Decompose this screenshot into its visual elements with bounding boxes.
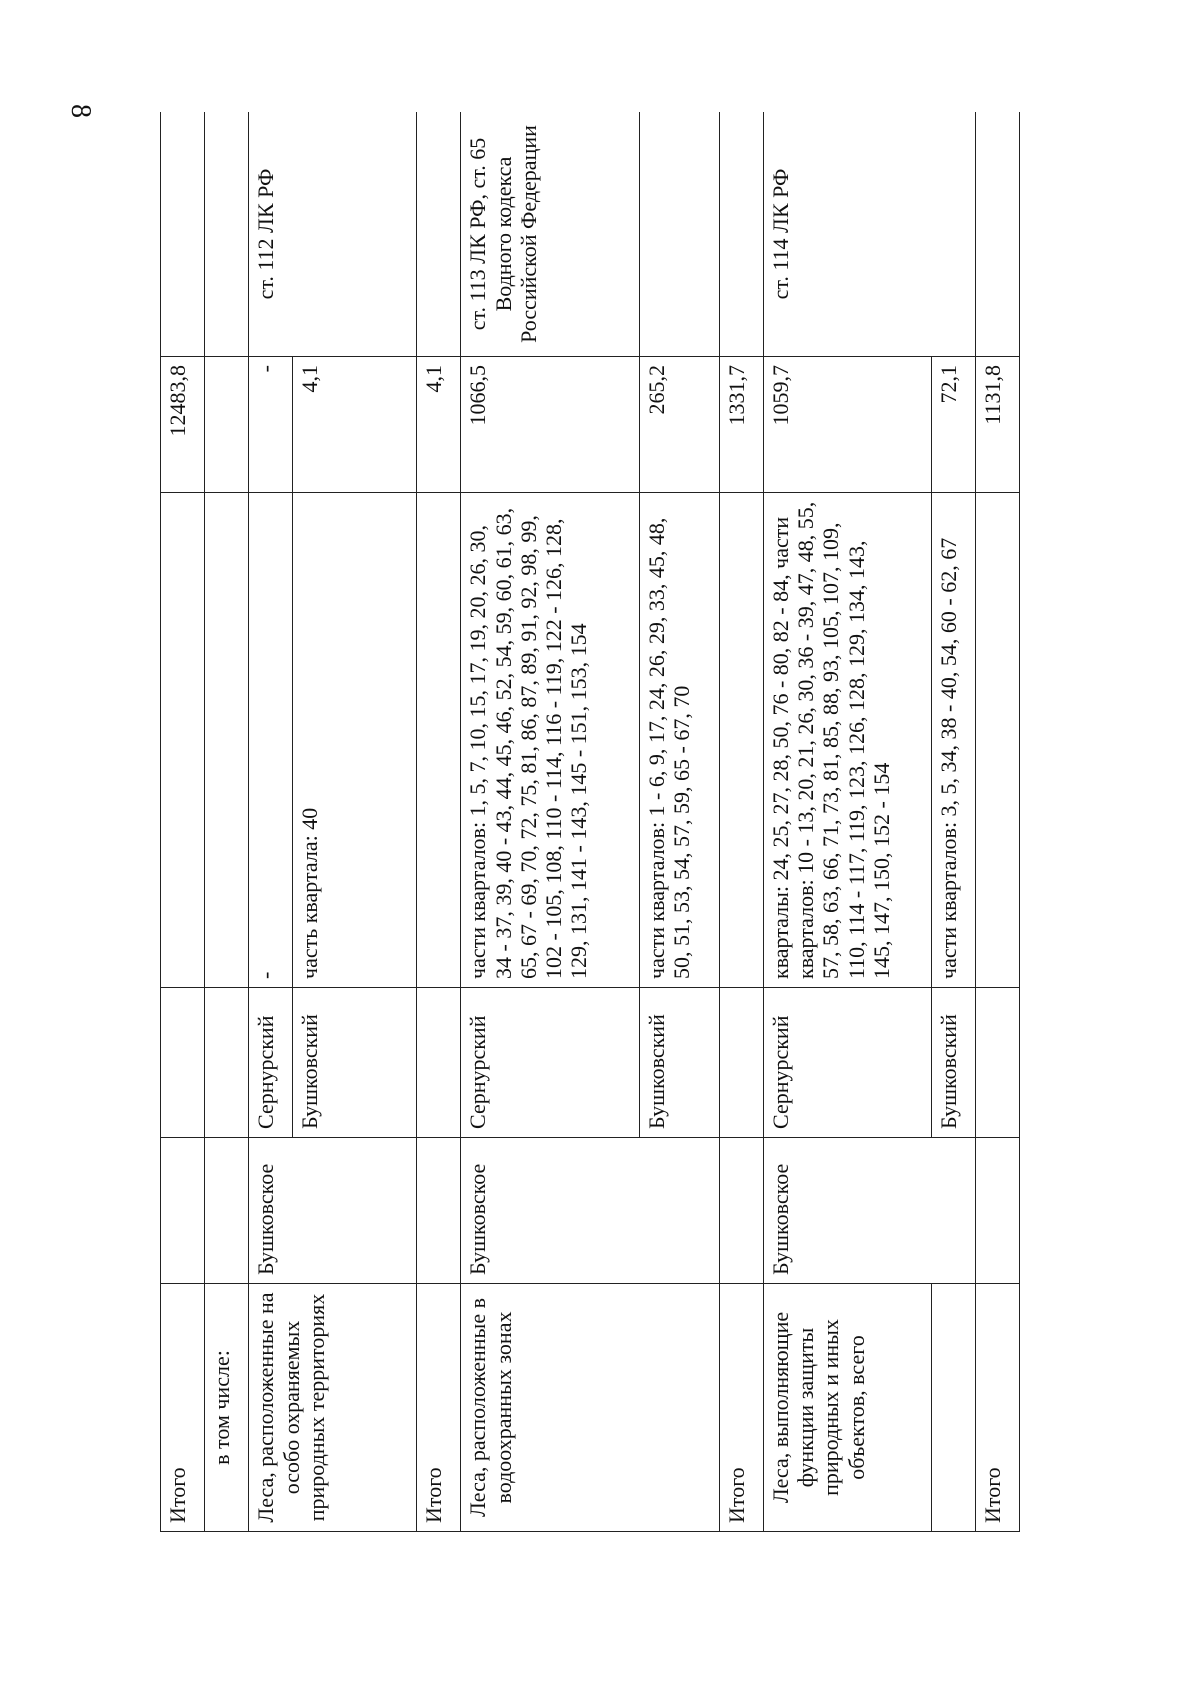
total-top-area: 12483,8	[161, 357, 205, 493]
row-total-water	[719, 112, 763, 1532]
empty-cell	[719, 112, 763, 357]
row-functions-sub1	[763, 112, 931, 1532]
row-in-that-number	[205, 112, 249, 1532]
empty-cell	[975, 493, 1019, 988]
total-top-label: Итого	[161, 1284, 205, 1532]
functions-sub2-area: 72,1	[931, 357, 975, 493]
empty-cell	[205, 1138, 249, 1284]
protected-sub1-district: Сернурский	[249, 988, 293, 1138]
empty-cell	[719, 1138, 763, 1284]
water-sub1-quarters: части кварталов: 1, 5, 7, 10, 15, 17, 19, 20, 26, 30, 34 - 37, 39, 40 - 43, 44, 45, 46, 52, 54, 59, 60, 61, 63, 65, 67 - 69, 70, 72, 75, 81, 86, 87, 89, 91, 92, 98, 99, 102 - 105, 108, 110 - 114, 116 - 119, 122 - 126, 128, 129, 131, 141 - 143, 145 - 151, 153, 154	[461, 493, 640, 988]
empty-cell	[161, 493, 205, 988]
empty-cell	[417, 1138, 461, 1284]
total-water-area: 1331,7	[719, 357, 763, 493]
functions-sub1-area: 1059,7	[763, 357, 931, 493]
functions-sub2-district: Бушковский	[931, 988, 975, 1138]
row-water-sub1	[461, 112, 640, 1532]
empty-cell	[205, 357, 249, 493]
empty-cell	[417, 493, 461, 988]
document-table-area	[160, 112, 1020, 1532]
functions-sub1-district: Сернурский	[763, 988, 931, 1138]
forest-table	[160, 112, 1020, 1532]
empty-cell	[161, 988, 205, 1138]
functions-sub1-quarters: кварталы: 24, 25, 27, 28, 50, 76 - 80, 82 - 84, части кварталов: 10 - 13, 20, 21, 26, 30, 36 - 39, 47, 48, 55, 57, 58, 63, 66, 71, 73, 81, 85, 88, 93, 105, 107, 109, 110, 114 - 117, 119, 123, 126, 128, 129, 134, 143, 145, 147, 150, 152 - 154	[763, 493, 931, 988]
water-sub1-district: Сернурский	[461, 988, 640, 1138]
protected-sub2-district: Бушковский	[293, 988, 417, 1138]
empty-cell	[975, 1138, 1019, 1284]
water-sub2-district: Бушковский	[640, 988, 719, 1138]
protected-sub2-quarters: часть квартала: 40	[293, 493, 417, 988]
functions-sub2-quarters: части кварталов: 3, 5, 34, 38 - 40, 54, 60 - 62, 67	[931, 493, 975, 988]
functions-law: ст. 114 ЛК РФ	[763, 112, 975, 357]
empty-cell	[719, 493, 763, 988]
empty-cell	[417, 112, 461, 357]
empty-cell	[205, 112, 249, 357]
page-number: 8	[65, 104, 96, 118]
empty-cell	[719, 988, 763, 1138]
row-total-top	[161, 112, 205, 1532]
water-forestry: Бушковское	[461, 1138, 719, 1284]
water-sub2-area: 265,2	[640, 357, 719, 493]
protected-sub2-area: 4,1	[293, 357, 417, 493]
row-total-functions	[975, 112, 1019, 1532]
empty-cell	[640, 112, 719, 357]
water-sub2-quarters: части кварталов: 1 - 6, 9, 17, 24, 26, 29, 33, 45, 48, 50, 51, 53, 54, 57, 59, 65 - 67, 70	[640, 493, 719, 988]
protected-category: Леса, расположенные на особо охраняемых природных территориях	[249, 1284, 417, 1532]
empty-cell	[161, 112, 205, 357]
total-water-label: Итого	[719, 1284, 763, 1532]
empty-cell	[161, 1138, 205, 1284]
row-total-protected	[417, 112, 461, 1532]
water-law: ст. 113 ЛК РФ, ст. 65 Водного кодекса Российской Федерации	[461, 112, 640, 357]
empty-cell	[931, 1284, 975, 1532]
empty-cell	[205, 493, 249, 988]
total-functions-label: Итого	[975, 1284, 1019, 1532]
empty-cell	[417, 988, 461, 1138]
protected-law: ст. 112 ЛК РФ	[249, 112, 417, 357]
empty-cell	[975, 112, 1019, 357]
empty-cell	[205, 988, 249, 1138]
protected-forestry: Бушковское	[249, 1138, 417, 1284]
total-functions-area: 1131,8	[975, 357, 1019, 493]
total-protected-label: Итого	[417, 1284, 461, 1532]
rotated-table-container	[160, 112, 1020, 1532]
in-that-number-label: в том числе:	[205, 1284, 249, 1532]
protected-sub1-area: -	[249, 357, 293, 493]
water-category: Леса, расположенные в водоохранных зонах	[461, 1284, 719, 1532]
protected-sub1-quarters: -	[249, 493, 293, 988]
total-protected-area: 4,1	[417, 357, 461, 493]
empty-cell	[975, 988, 1019, 1138]
functions-category: Леса, выполняющие функции защиты природных и иных объектов, всего	[763, 1284, 931, 1532]
water-sub1-area: 1066,5	[461, 357, 640, 493]
row-protected-sub1	[249, 112, 293, 1532]
functions-forestry: Бушковское	[763, 1138, 975, 1284]
